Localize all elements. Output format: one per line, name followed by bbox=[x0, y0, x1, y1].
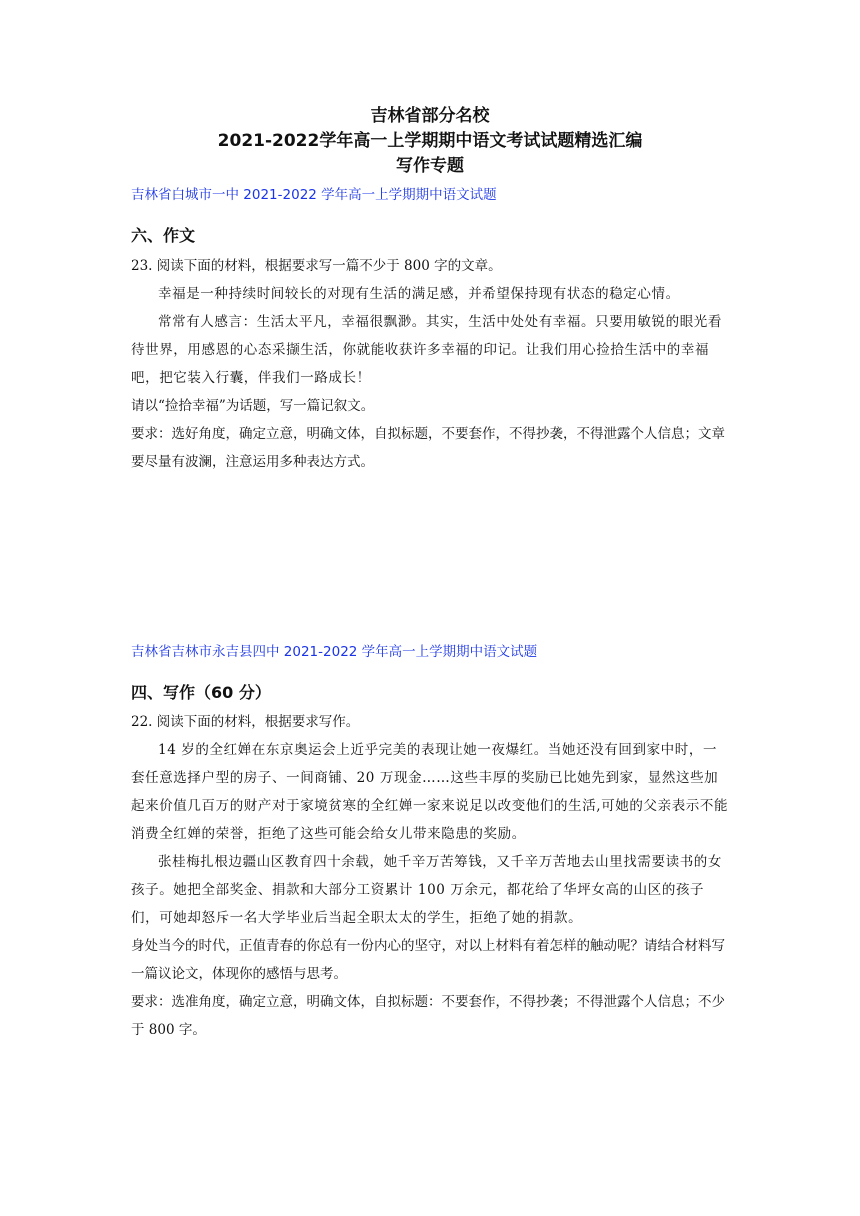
title-line-1: 吉林省部分名校 bbox=[370, 106, 490, 126]
section-2-question: 22. 阅读下面的材料，根据要求写作。 bbox=[131, 714, 360, 730]
section-1-heading: 六、作文 bbox=[131, 226, 196, 245]
title-line-2: 2021-2022学年高一上学期期中语文考试试题精选汇编 bbox=[217, 131, 643, 151]
section-2-prompt: 身处当今的时代，正值青春的你总有一份内心的坚守，对以上材料有着怎样的触动呢？请结合材料写一篇议论文，体现你的感悟与思考。 bbox=[131, 938, 725, 982]
section-2-heading: 四、写作（60 分） bbox=[131, 683, 271, 702]
section-1-prompt: 请以“捡拾幸福”为话题，写一篇记叙文。 bbox=[131, 398, 375, 414]
section-1-body bbox=[131, 252, 731, 476]
section-1-material-1: 幸福是一种持续时间较长的对现有生活的满足感，并希望保持现有状态的稳定心情。 bbox=[158, 286, 680, 302]
section-1-requirements: 要求：选好角度，确定立意，明确文体，自拟标题，不要套作，不得抄袭，不得泄露个人信息；文章要尽量有波澜，注意运用多种表达方式。 bbox=[131, 426, 725, 470]
section-1-source: 吉林省白城市一中 2021-2022 学年高一上学期期中语文试题 bbox=[131, 187, 497, 203]
section-1-question: 23. 阅读下面的材料，根据要求写一篇不少于 800 字的文章。 bbox=[131, 258, 502, 274]
document-title bbox=[0, 104, 860, 179]
section-2-requirements: 要求：选准角度，确定立意，明确文体，自拟标题：不要套作，不得抄袭；不得泄露个人信息；不少于 800 字。 bbox=[131, 994, 725, 1038]
section-2-material-1: 14 岁的全红婵在东京奥运会上近乎完美的表现让她一夜爆红。当她还没有回到家中时，一套任意选择户型的房子、一间商铺、20 万现金……这些丰厚的奖励已比她先到家，显然这些加起来价值几百万的财产对于家境贫寒的全红婵一家来说足以改变他们的生活,可她的父亲表示不能消费全红婵的荣誉，拒绝了这些可能会给女儿带来隐患的奖励。 bbox=[131, 742, 729, 842]
section-2-material-2: 张桂梅扎根边疆山区教育四十余载，她千辛万苦筹钱，又千辛万苦地去山里找需要读书的女孩子。她把全部奖金、捐款和大部分工资累计 100 万余元，都花给了华坪女高的山区的孩子们，可她却怒斥一名大学毕业后当起全职太太的学生，拒绝了她的捐款。 bbox=[131, 854, 722, 926]
section-2-source: 吉林省吉林市永吉县四中 2021-2022 学年高一上学期期中语文试题 bbox=[131, 644, 538, 660]
section-1-material-2: 常常有人感言：生活太平凡，幸福很飘渺。其实，生活中处处有幸福。只要用敏锐的眼光看待世界，用感恩的心态采撷生活，你就能收获许多幸福的印记。让我们用心捡拾生活中的幸福吧，把它装入行囊，伴我们一路成长！ bbox=[131, 314, 722, 386]
section-2-body bbox=[131, 708, 731, 1044]
title-line-3: 写作专题 bbox=[396, 156, 464, 176]
